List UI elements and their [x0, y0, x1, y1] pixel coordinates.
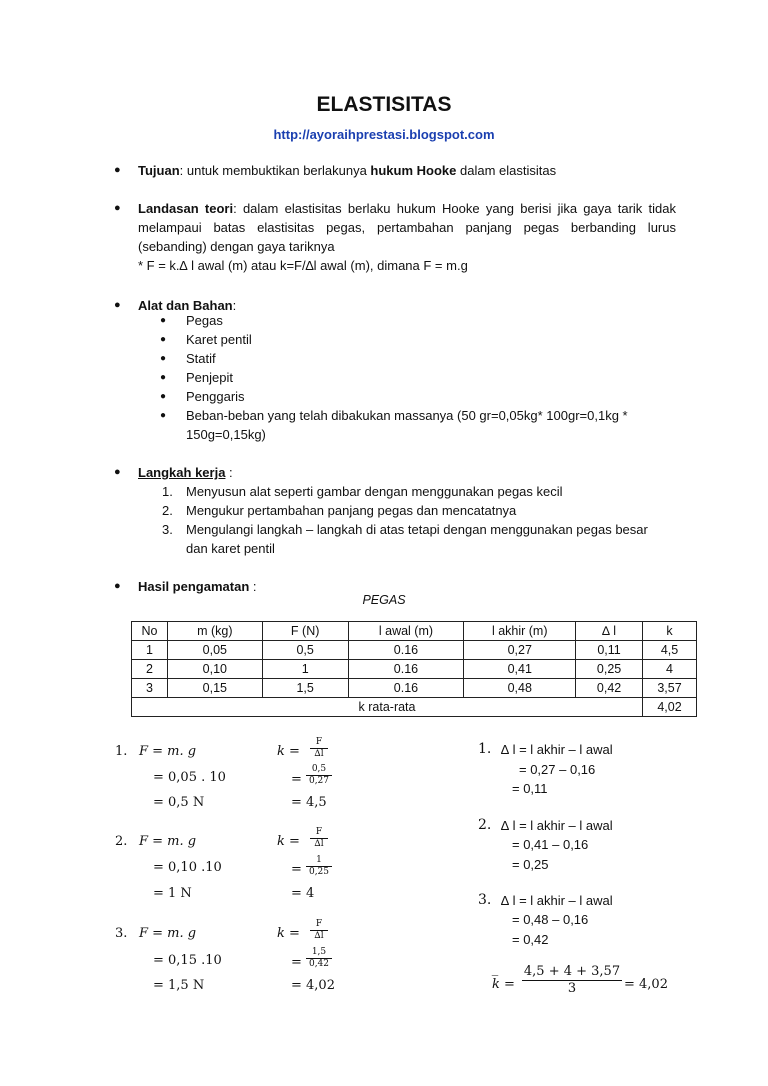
table-average-row: [132, 698, 697, 717]
list-item: 3. Mengulangi langkah – langkah di atas tetapi dengan menggunakan pegas besar dan karet pentil: [162, 522, 648, 556]
bullet-icon: ●: [114, 164, 121, 176]
kbar-fraction: $\frac{4,5 + 4 + 3,57}{3}$: [523, 964, 621, 996]
langkah-section: Langkah kerja :: [138, 465, 233, 480]
bullet-icon: ●: [114, 299, 121, 311]
kbar-lhs: k̅ =: [492, 977, 515, 992]
list-item: ● Penjepit: [160, 370, 233, 385]
langkah-label: Langkah kerja: [138, 465, 226, 480]
list-item: ● Beban-beban yang telah dibakukan massanya (50 gr=0,05kg* 100gr=0,1kg * 150g=0,15kg): [160, 408, 628, 442]
table-row: 2 0,10 1 0.16 0,41 0,25 4: [132, 660, 697, 679]
page-title: ELASTISITAS: [316, 93, 452, 116]
hasil-section: Hasil pengamatan :: [138, 579, 257, 594]
average-label: k rata-rata: [132, 698, 643, 717]
kbar-result: = 4,02: [624, 977, 668, 992]
tujuan-section: Tujuan: untuk membuktikan berlakunya hukum Hooke dalam elastisitas: [138, 163, 557, 178]
tujuan-label: Tujuan: [138, 163, 180, 178]
alat-list: [160, 311, 680, 444]
list-item: ● Statif: [160, 351, 216, 366]
table-caption: PEGAS: [362, 593, 406, 607]
bullet-icon: ●: [114, 202, 121, 214]
bullet-icon: ●: [114, 466, 121, 478]
source-url[interactable]: http://ayoraihprestasi.blogspot.com: [273, 127, 495, 142]
list-item: ● Pegas: [160, 313, 223, 328]
alat-label: Alat dan Bahan: [138, 298, 233, 313]
list-item: ● Penggaris: [160, 389, 245, 404]
table-row: 1 0,05 0,5 0.16 0,27 0,11 4,5: [132, 641, 697, 660]
observation-table: [131, 621, 697, 717]
table-header-row: No m (kg) F (N) l awal (m) l akhir (m) ∆ l k: [132, 622, 697, 641]
landasan-section: [138, 199, 676, 256]
list-item: 2. Mengukur pertambahan panjang pegas dan mencatatnya: [162, 503, 517, 518]
langkah-list: [160, 482, 660, 558]
landasan-label: Landasan teori: [138, 201, 234, 216]
landasan-formula: * F = k.∆ l awal (m) atau k=F/∆l awal (m), dimana F = m.g: [138, 258, 468, 273]
bullet-icon: ●: [114, 580, 121, 592]
hasil-label: Hasil pengamatan: [138, 579, 250, 594]
table-row: 3 0,15 1,5 0.16 0,48 0,42 3,57: [132, 679, 697, 698]
list-item: ● Karet pentil: [160, 332, 252, 347]
average-value: 4,02: [643, 698, 697, 717]
list-item: 1. Menyusun alat seperti gambar dengan menggunakan pegas kecil: [162, 484, 563, 499]
landasan-text: : dalam elastisitas berlaku hukum Hooke yang berisi jika gaya tarik tidak melampaui batas elastisitas pegas, pertambahan panjang pegas berbanding lurus (sebanding) dengan gaya tariknya: [138, 201, 676, 254]
alat-section: Alat dan Bahan:: [138, 298, 237, 313]
